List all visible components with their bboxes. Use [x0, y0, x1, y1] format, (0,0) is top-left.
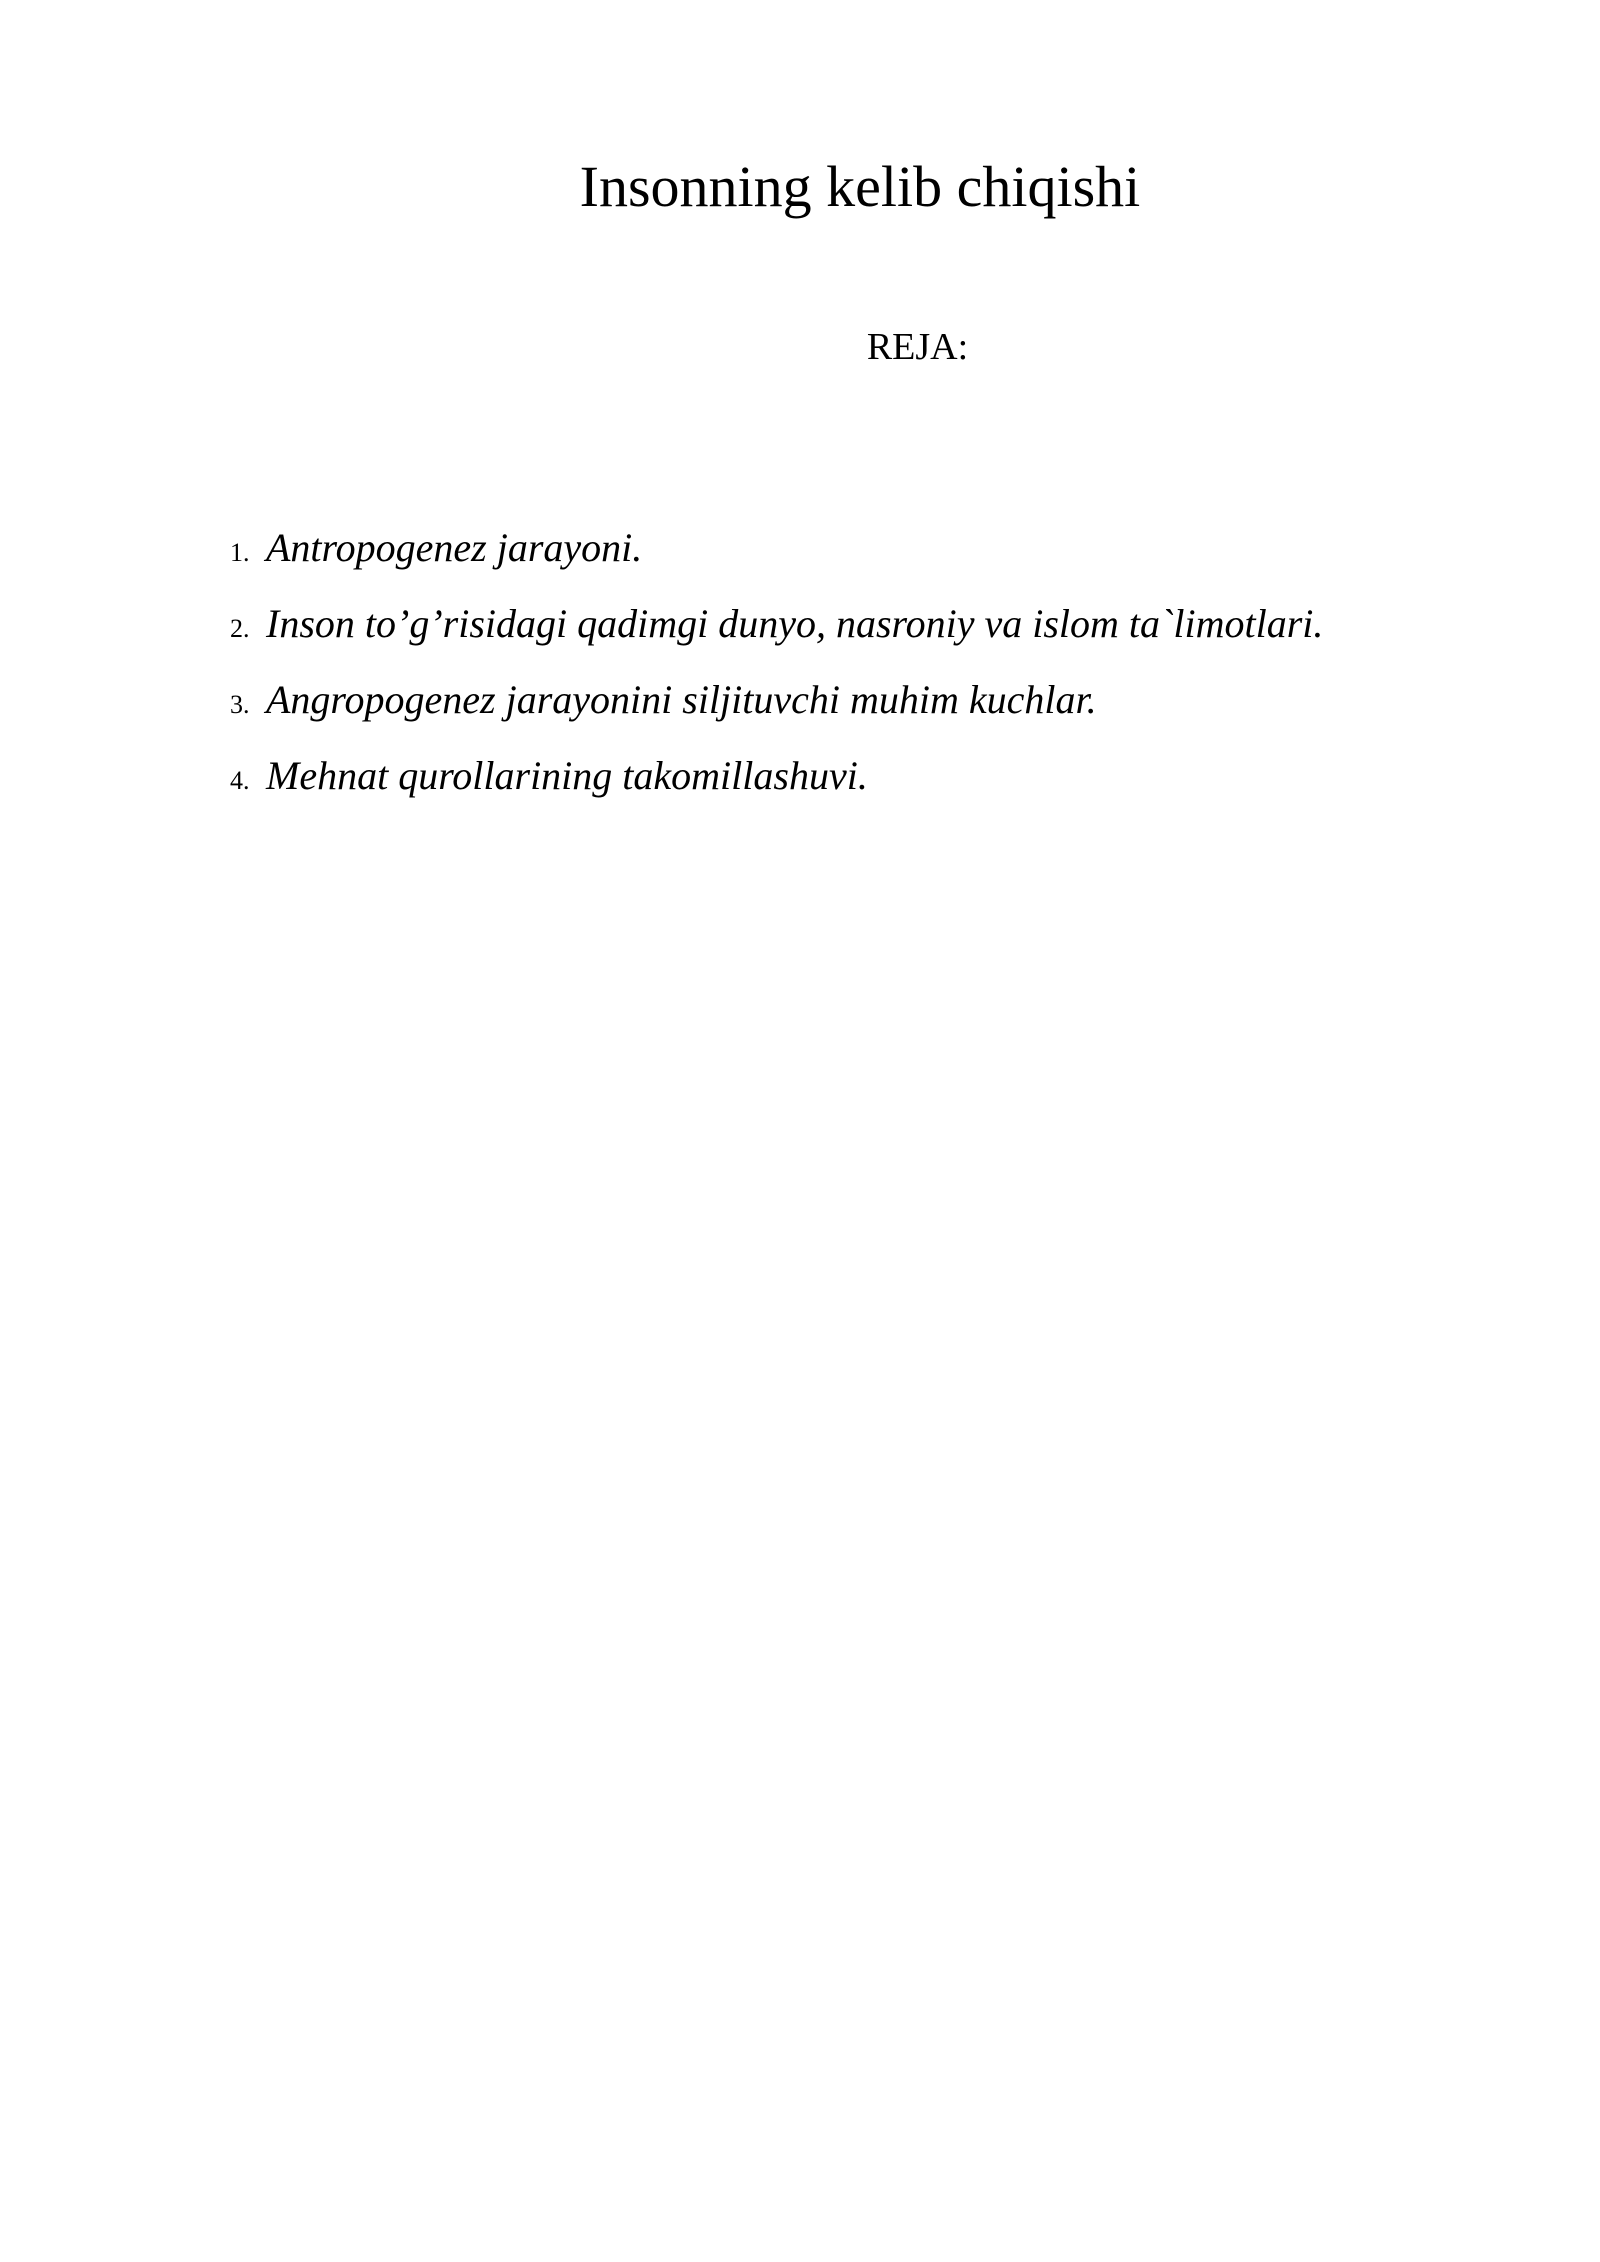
plan-list [230, 524, 1323, 828]
list-item-text: Antropogenez jarayoni. [266, 525, 643, 570]
list-item-text: Inson to’g’risidagi qadimgi dunyo, nasroniy va islom ta`limotlari. [266, 601, 1324, 646]
list-item-text: Mehnat qurollarining takomillashuvi. [266, 753, 868, 798]
list-item [230, 600, 1323, 676]
list-item-number: 1. [230, 538, 250, 567]
document-title: Insonning kelib chiqishi [579, 154, 1141, 219]
list-item-number: 3. [230, 690, 250, 719]
list-item-number: 2. [230, 614, 250, 643]
list-item [230, 752, 1323, 828]
plan-heading: REJA: [866, 326, 969, 368]
list-item [230, 676, 1323, 752]
list-item-number: 4. [230, 766, 250, 795]
list-item [230, 524, 1323, 600]
list-item-text: Angropogenez jarayonini siljituvchi muhim kuchlar. [266, 677, 1097, 722]
